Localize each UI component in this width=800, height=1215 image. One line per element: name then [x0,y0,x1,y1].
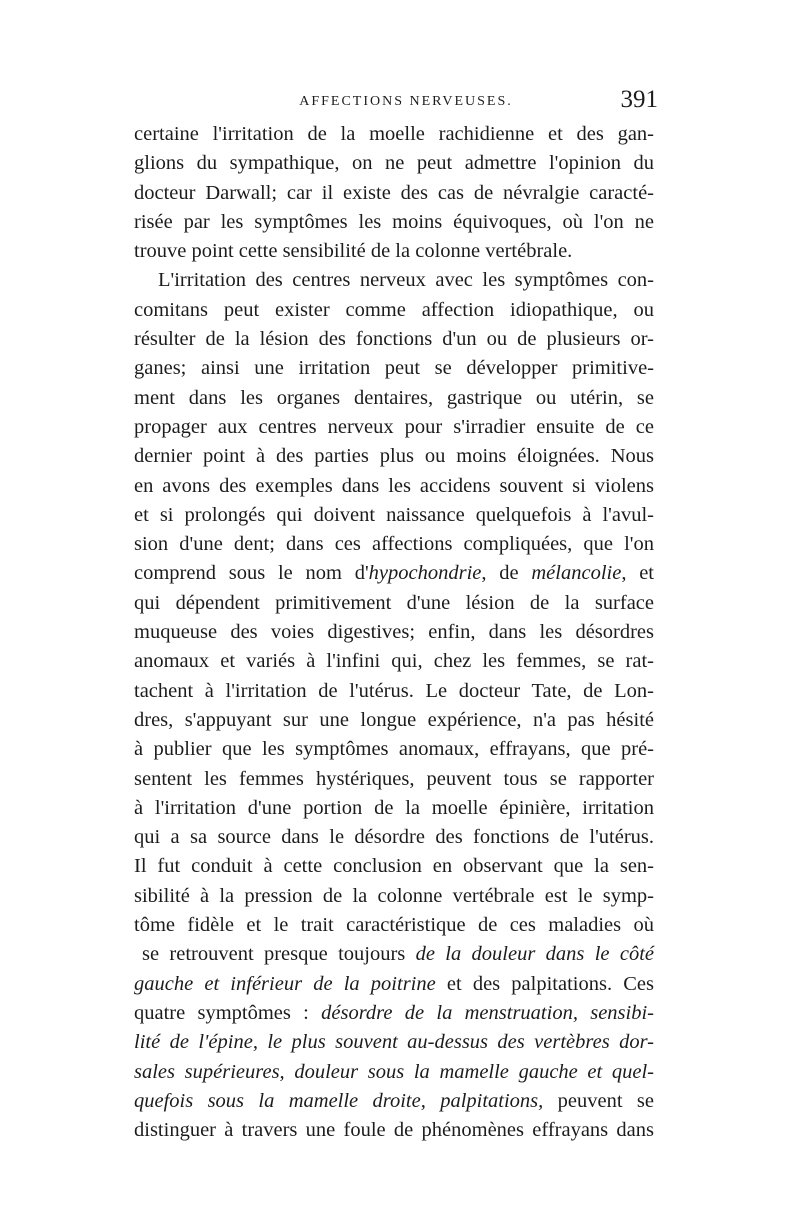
italic-phrase: gauche et inférieur de la poitrine [134,972,436,995]
text-line: dres, s'appuyant sur une longue expérience, n'a pas hésité [134,708,654,731]
text-line: et si prolongés qui doivent naissance quelquefois à l'avul- [134,503,654,526]
text-line [134,970,654,999]
text-line: certaine l'irritation de la moelle rachidienne et des gan- [134,123,654,145]
text-line: muqueuse des voies digestives; enfin, dans les désordres [134,621,654,644]
text-line: tachent à l'irritation de l'utérus. Le docteur Tate, de Lon- [134,679,654,702]
text-line: à publier que les symptômes anomaux, effrayans, que pré- [134,738,654,761]
italic-phrase: désordre de la menstruation, sensibi- [321,1001,654,1024]
text-line [134,1087,654,1116]
text-line: ment dans les organes dentaires, gastrique ou utérin, se [134,386,654,409]
text-line [134,999,654,1028]
text-line: risée par les symptômes les moins équivoques, où l'on ne [134,210,654,233]
italic-term: mélancolie [531,562,622,585]
text-line: anomaux et variés à l'infini qui, chez les femmes, se rat- [134,650,654,673]
text-line [134,940,654,969]
text-line: glions du sympathique, on ne peut admettre l'opinion du [134,152,654,175]
text-line: en avons des exemples dans les accidens souvent si violens [134,474,654,497]
text-line: à l'irritation d'une portion de la moelle épinière, irritation [134,796,654,819]
text-span: comprend sous le nom d' [134,562,369,585]
body-text [134,120,654,1145]
text-line [134,559,654,588]
italic-line: sales supérieures, douleur sous la mamelle gauche et quel- [134,1060,654,1083]
text-line: docteur Darwall; car il existe des cas de névralgie caracté- [134,181,654,204]
text-span: , et [621,562,655,585]
text-line: distinguer à travers une foule de phénomènes effrayans dans [134,1119,654,1142]
text-line: ganes; ainsi une irritation peut se développer primitive- [134,357,654,380]
italic-phrase: quefois sous la mamelle droite, palpitations, [134,1089,544,1112]
text-line: qui dépendent primitivement d'une lésion de la surface [134,591,654,614]
text-line: résulter de la lésion des fonctions d'un ou de plusieurs or- [134,328,654,351]
text-line: sentent les femmes hystériques, peuvent tous se rapporter [134,767,654,790]
text-span: quatre symptômes : [134,1001,322,1024]
text-line: sibilité à la pression de la colonne vertébrale est le symp- [134,884,654,907]
italic-phrase: de la douleur dans le côté [415,943,654,966]
text-line: Il fut conduit à cette conclusion en observant que la sen- [134,855,654,878]
text-line: comitans peut exister comme affection idiopathique, ou [134,298,654,321]
text-line: trouve point cette sensibilité de la colonne vertébrale. [134,240,573,263]
text-span: peuvent se [543,1089,654,1112]
running-title: AFFECTIONS NERVEUSES. [299,94,513,109]
text-span: se retrouvent presque toujours [142,943,416,966]
running-head [134,86,658,118]
text-line: qui a sa source dans le désordre des fonctions de l'utérus. [134,826,654,849]
italic-term: hypochondrie [368,562,482,585]
text-span: , de [481,562,532,585]
text-line: propager aux centres nerveux pour s'irradier ensuite de ce [134,415,654,438]
text-line: tôme fidèle et le trait caractéristique de ces maladies où [134,914,654,937]
text-line: dernier point à des parties plus ou moins éloignées. Nous [134,445,654,468]
text-line: sion d'une dent; dans ces affections compliquées, que l'on [134,533,654,556]
italic-line: lité de l'épine, le plus souvent au-dessus des vertèbres dor- [134,1031,654,1054]
page-number: 391 [620,86,658,113]
paragraph-start-line: L'irritation des centres nerveux avec les symptômes con- [158,269,654,292]
text-span: et des palpitations. Ces [435,972,654,995]
